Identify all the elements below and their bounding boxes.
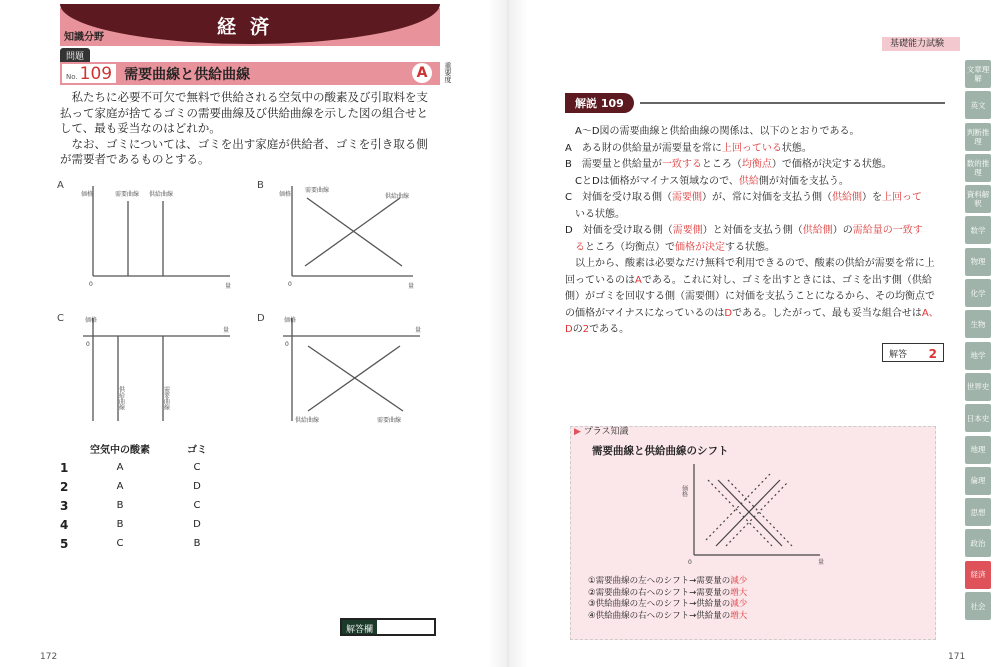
answer-box bbox=[882, 343, 944, 362]
choice-row bbox=[60, 459, 232, 476]
text-segment: の bbox=[572, 324, 583, 335]
subject-tab[interactable]: 文章理解 bbox=[965, 60, 991, 88]
choice-cell: A bbox=[116, 462, 124, 473]
question-paragraph: 私たちに必要不可欠で無料で供給される空気中の酸素及び引取料を支払って家庭が捨てるゴミの需要曲線及び供給曲線を示した図の組合せとして、最も妥当なのはどれか。 bbox=[60, 90, 428, 135]
choice-row bbox=[60, 497, 232, 514]
explanation-line bbox=[565, 174, 961, 191]
subject-tab[interactable]: 政治 bbox=[965, 529, 991, 557]
text-segment: ）で価格が決定する状態。 bbox=[771, 159, 892, 170]
subject-tab[interactable]: 判断推理 bbox=[965, 123, 991, 151]
question-paragraph: なお、ゴミについては、ゴミを出す家庭が供給者、ゴミを引き取る側が需要者であるものとする。 bbox=[60, 136, 428, 166]
text-segment: C 対価を受け取る側（ bbox=[565, 192, 672, 203]
highlight-text: 供給 bbox=[738, 175, 759, 187]
text-segment: ）が、常に対価を支払う側（ bbox=[701, 192, 832, 203]
answer-value: 2 bbox=[928, 347, 937, 361]
choice-number: 2 bbox=[60, 479, 69, 494]
field-label: 知識分野 bbox=[64, 32, 104, 43]
shift-item bbox=[588, 611, 747, 623]
explanation-line bbox=[565, 157, 961, 174]
shift-diagram bbox=[680, 460, 830, 570]
choice-row bbox=[60, 535, 232, 552]
play-icon: ▶ bbox=[574, 427, 581, 437]
subject-tab[interactable]: 資料解釈 bbox=[965, 185, 991, 213]
subject-title: 経済 bbox=[216, 16, 283, 38]
explanation-line bbox=[565, 141, 961, 158]
shift-text: ②需要曲線の右へのシフト→需要量の bbox=[588, 587, 731, 598]
subject-tab[interactable]: 地理 bbox=[965, 436, 991, 464]
subject-tab[interactable]: 英文 bbox=[965, 91, 991, 119]
curve-label-supply: 供給曲線 bbox=[149, 191, 174, 198]
shift-text: ①需要曲線の左へのシフト→需要量の bbox=[588, 576, 731, 586]
text-segment: いる状態。 bbox=[565, 208, 625, 220]
highlight-text: 均衡点 bbox=[741, 159, 772, 170]
axis-qty: 量 bbox=[818, 559, 825, 566]
question-body bbox=[60, 90, 438, 168]
shift-text: ④供給曲線の右へのシフト→供給量の bbox=[588, 610, 731, 621]
text-segment: ところ（均衡点）で bbox=[585, 241, 675, 253]
text-segment: A ある財の供給量が需要量を常に bbox=[565, 142, 722, 154]
explanation-line bbox=[565, 124, 961, 141]
text-segment: B 需要量と供給量が bbox=[565, 159, 662, 170]
shift-item bbox=[588, 588, 747, 600]
explanation-text bbox=[565, 124, 961, 339]
choice-cell: D bbox=[193, 519, 201, 530]
subject-tab[interactable]: 数学 bbox=[965, 216, 991, 244]
shift-text: ③供給曲線の左へのシフト→供給量の bbox=[588, 599, 731, 609]
explanation-line bbox=[565, 223, 961, 240]
subject-tab[interactable]: 日本史 bbox=[965, 404, 991, 432]
highlight-text: 一致する bbox=[661, 159, 702, 170]
text-segment: 以上から、酸素は必要なだけ無料で利用できるので、酸素の供給が需要を常に上 bbox=[565, 258, 935, 269]
origin: 0 bbox=[86, 341, 90, 348]
axis-qty: 量 bbox=[415, 327, 422, 334]
answer-label: 解答 bbox=[889, 350, 908, 360]
text-segment: D 対価を受け取る側（ bbox=[565, 225, 673, 236]
heading-rule bbox=[640, 102, 945, 104]
highlight-text: 供給側 bbox=[831, 192, 862, 203]
highlight-text: 上回っている bbox=[721, 142, 782, 154]
book-gutter bbox=[488, 0, 528, 667]
shift-item bbox=[588, 599, 747, 611]
subject-tab[interactable]: 世界史 bbox=[965, 373, 991, 401]
plus-title: 需要曲線と供給曲線のシフト bbox=[592, 445, 729, 457]
curve-label-demand: 需要曲線 bbox=[377, 417, 402, 424]
subject-index-tabs bbox=[965, 60, 991, 623]
plus-knowledge-heading bbox=[574, 424, 629, 437]
question-tag: 問題 bbox=[60, 48, 90, 63]
choice-cell: B bbox=[193, 538, 201, 549]
subject-tab[interactable]: 数的推理 bbox=[965, 154, 991, 182]
explanation-line bbox=[565, 240, 961, 257]
axis-price: 価格 bbox=[284, 317, 297, 324]
choice-cell: B bbox=[116, 500, 124, 511]
text-segment: ところ（ bbox=[701, 159, 742, 170]
explanation-line bbox=[565, 289, 961, 306]
explanation-line bbox=[565, 273, 961, 290]
highlight-text: 供給側 bbox=[802, 225, 833, 236]
text-segment: の価格がマイナスになっているのは bbox=[565, 307, 725, 319]
number-prefix: No. bbox=[66, 73, 78, 81]
choice-cell: C bbox=[193, 462, 201, 473]
choice-cell: A bbox=[116, 481, 124, 492]
text-segment: 回っているのは bbox=[565, 274, 635, 286]
highlight-text: 需給量の一致す bbox=[852, 225, 923, 236]
highlight-text: 上回って bbox=[881, 192, 922, 203]
text-segment: 側が対価を支払う。 bbox=[758, 175, 849, 187]
text-segment: である。したがって、最も妥当な組合せは bbox=[732, 307, 922, 319]
choice-number: 4 bbox=[60, 517, 69, 532]
axis-qty: 量 bbox=[408, 283, 415, 290]
choice-number: 3 bbox=[60, 498, 69, 513]
choice-row bbox=[60, 478, 232, 495]
choice-cell: C bbox=[193, 500, 201, 511]
origin: 0 bbox=[288, 281, 292, 288]
subject-tab[interactable]: 化学 bbox=[965, 279, 991, 307]
explanation-heading: 解説 109 bbox=[565, 93, 634, 113]
text-segment: である。これに対し、ゴミを出すときには、ゴミを出す側（供給 bbox=[641, 274, 932, 286]
axis-qty: 量 bbox=[225, 283, 232, 290]
explanation-line bbox=[565, 207, 961, 224]
shift-result: 増大 bbox=[730, 610, 748, 621]
page-number-right: 171 bbox=[948, 652, 966, 662]
text-segment: である。 bbox=[589, 324, 630, 335]
choice-cell: C bbox=[116, 538, 124, 549]
choice-cell: B bbox=[116, 519, 124, 530]
question-title-bar bbox=[60, 62, 440, 85]
origin: 0 bbox=[688, 559, 692, 566]
curve-label-demand: 需要曲線 bbox=[305, 187, 330, 194]
shift-result: 減少 bbox=[730, 576, 748, 586]
text-segment: CとDは価格がマイナス領域なので、 bbox=[565, 175, 739, 187]
importance-badge: A bbox=[412, 63, 432, 83]
diagram-label-d: D bbox=[257, 313, 265, 324]
explanation-line bbox=[565, 322, 961, 339]
text-segment: ）の bbox=[832, 225, 853, 236]
axis-price: 価格 bbox=[279, 191, 292, 198]
highlight-text: 需要側 bbox=[671, 192, 702, 203]
diagram-label-b: B bbox=[257, 180, 264, 191]
diagrams-abcd bbox=[55, 176, 435, 431]
question-title: 需要曲線と供給曲線 bbox=[124, 66, 251, 83]
highlight-text: A bbox=[635, 274, 642, 286]
text-segment: A～D図の需要曲線と供給曲線の関係は、以下のとおりである。 bbox=[565, 126, 860, 137]
choice-row bbox=[60, 516, 232, 533]
curve-label-supply: 供給曲線 bbox=[295, 417, 320, 424]
diagram-label-a: A bbox=[57, 180, 64, 191]
answer-field[interactable] bbox=[340, 618, 436, 636]
highlight-text: D bbox=[565, 324, 573, 335]
explanation-line bbox=[565, 256, 961, 273]
diagram-label-c: C bbox=[57, 313, 64, 324]
highlight-text: D bbox=[724, 307, 733, 319]
shift-result: 増大 bbox=[730, 587, 748, 598]
column-header: 空気中の酸素 bbox=[90, 445, 150, 456]
subject-tab[interactable]: 物理 bbox=[965, 248, 991, 276]
number-value: 109 bbox=[79, 64, 113, 84]
origin: 0 bbox=[89, 281, 93, 288]
explanation-line bbox=[565, 306, 961, 323]
curve-label-supply: 供給曲線 bbox=[117, 386, 125, 410]
subject-tab[interactable]: 地学 bbox=[965, 342, 991, 370]
subject-tab[interactable]: 生物 bbox=[965, 310, 991, 338]
answer-field-label: 解答欄 bbox=[342, 620, 377, 634]
curve-label-supply: 供給曲線 bbox=[385, 193, 410, 200]
axis-price: 価格 bbox=[81, 191, 94, 198]
highlight-text: 価格が決定 bbox=[675, 241, 725, 253]
question-number bbox=[62, 64, 116, 83]
shift-item bbox=[588, 576, 747, 588]
axis-price: 価格 bbox=[680, 485, 688, 497]
choices-table bbox=[58, 438, 234, 554]
importance-label: 重要度 bbox=[444, 62, 452, 83]
shift-list bbox=[588, 576, 747, 622]
subject-tab[interactable]: 倫理 bbox=[965, 467, 991, 495]
axis-price: 価格 bbox=[85, 317, 98, 324]
curve-label-demand: 需要曲線 bbox=[162, 386, 170, 410]
highlight-text: る bbox=[565, 241, 585, 253]
choice-number: 5 bbox=[60, 536, 69, 551]
highlight-text: A、 bbox=[921, 307, 939, 319]
highlight-text: 2 bbox=[582, 324, 590, 335]
subject-tab[interactable]: 社会 bbox=[965, 592, 991, 620]
subject-tab[interactable]: 思想 bbox=[965, 498, 991, 526]
text-segment: 側）がゴミを回収する側（需要側）に対価を支払うことになるから、その均衡点で bbox=[565, 291, 935, 302]
column-header: ゴミ bbox=[187, 445, 207, 456]
exam-type-tab: 基礎能力試験 bbox=[882, 37, 960, 51]
origin: 0 bbox=[285, 341, 289, 348]
text-segment: ）を bbox=[861, 192, 882, 203]
plus-heading-text: プラス知識 bbox=[583, 427, 629, 437]
page-number-left: 172 bbox=[40, 652, 58, 662]
explanation-line bbox=[565, 190, 961, 207]
shift-result: 減少 bbox=[730, 599, 748, 609]
choice-number: 1 bbox=[60, 460, 69, 475]
curve-label-demand: 需要曲線 bbox=[115, 191, 140, 198]
subject-tab[interactable]: 経済 bbox=[965, 561, 991, 589]
highlight-text: 需要側 bbox=[672, 225, 703, 236]
text-segment: する状態。 bbox=[725, 241, 775, 253]
axis-qty: 量 bbox=[223, 327, 230, 334]
choice-cell: D bbox=[193, 481, 201, 492]
text-segment: 状態。 bbox=[781, 142, 812, 154]
text-segment: ）と対価を支払う側（ bbox=[702, 225, 803, 236]
